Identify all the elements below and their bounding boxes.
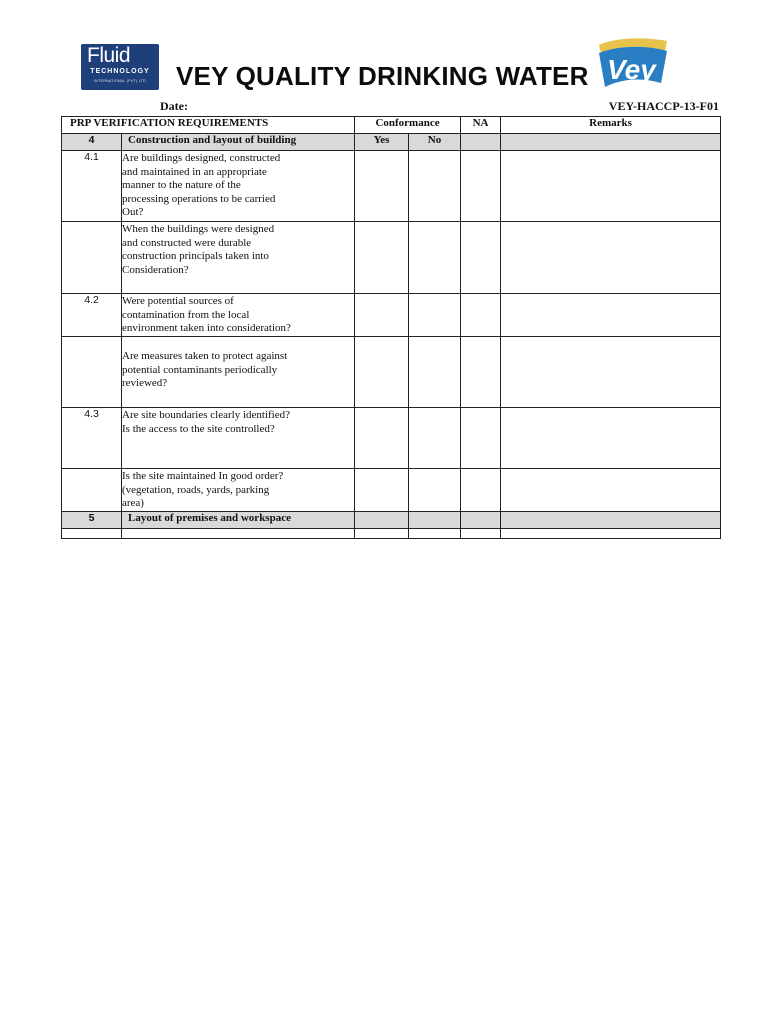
table-row [62,151,721,222]
remarks-field[interactable] [501,337,721,408]
na-checkbox-cell[interactable] [461,294,501,337]
na-checkbox-cell[interactable] [461,337,501,408]
yes-header: Yes [355,134,409,151]
table-row [62,222,721,294]
question-text [122,528,355,538]
remarks-field[interactable] [501,408,721,469]
yes-checkbox-cell[interactable] [355,222,409,294]
no-checkbox-cell[interactable] [409,294,461,337]
vey-logo [595,35,671,95]
item-number: 4.1 [62,151,122,222]
question-text: Is the site maintained In good order? (vegetation, roads, yards, parking area) [122,470,284,509]
section-number: 5 [62,511,122,528]
no-checkbox-cell[interactable] [409,222,461,294]
na-cell [461,511,501,528]
question-text: Are measures taken to protect against potential contaminants periodically reviewed? [122,350,288,389]
yes-checkbox-cell[interactable] [355,408,409,469]
document-title: VEY QUALITY DRINKING WATER [176,61,589,91]
vey-logo-text: Vey [607,54,656,85]
section-number: 4 [62,134,122,151]
table-row [62,337,721,408]
remarks-cell [501,134,721,151]
requirements-header: PRP VERIFICATION REQUIREMENTS [62,117,355,134]
item-number [62,222,122,294]
remarks-field[interactable] [501,222,721,294]
fluid-logo-tagline: INTERNATIONAL (PVT) LTD [94,79,146,83]
yes-checkbox-cell[interactable] [355,151,409,222]
na-checkbox-cell[interactable] [461,151,501,222]
remarks-field[interactable] [501,151,721,222]
document-code: VEY-HACCP-13-F01 [608,99,719,113]
fluid-logo-subtext: TECHNOLOGY [90,68,150,75]
question-text: Were potential sources of contamination from the local environment taken into consideration? [122,295,291,334]
na-checkbox-cell[interactable] [461,408,501,469]
item-number [62,469,122,512]
fluid-technology-logo [81,44,159,90]
remarks-field[interactable] [501,469,721,512]
yes-checkbox-cell[interactable] [355,469,409,512]
no-checkbox-cell[interactable] [409,408,461,469]
yes-checkbox-cell[interactable] [355,294,409,337]
question-text: Are site boundaries clearly identified? Is the access to the site controlled? [122,409,290,435]
item-number: 4.2 [62,294,122,337]
date-label: Date: [160,99,188,113]
table-header-row [62,117,721,134]
question-text: Are buildings designed, constructed and maintained in an appropriate manner to the nature of the processing operations to be carried Out? [122,152,281,218]
no-header: No [409,134,461,151]
prp-verification-table [61,116,721,539]
remarks-cell [501,511,721,528]
table-row [62,294,721,337]
na-header: NA [461,117,501,134]
yes-checkbox-cell[interactable] [355,528,409,538]
table-row [62,469,721,512]
no-checkbox-cell[interactable] [409,337,461,408]
no-checkbox-cell[interactable] [409,151,461,222]
section-title: Layout of premises and workspace [122,511,355,528]
section-title: Construction and layout of building [122,134,355,151]
na-checkbox-cell[interactable] [461,528,501,538]
yes-checkbox-cell[interactable] [355,337,409,408]
section-4-row [62,134,721,151]
item-number: 4.3 [62,408,122,469]
table-row [62,408,721,469]
table-row [62,528,721,538]
no-checkbox-cell[interactable] [409,528,461,538]
item-number [62,528,122,538]
remarks-header: Remarks [501,117,721,134]
remarks-field[interactable] [501,294,721,337]
na-checkbox-cell[interactable] [461,222,501,294]
yes-cell [355,511,409,528]
conformance-header: Conformance [355,117,461,134]
no-checkbox-cell[interactable] [409,469,461,512]
section-5-row [62,511,721,528]
no-cell [409,511,461,528]
question-text: When the buildings were designed and constructed were durable construction principals taken into Consideration? [122,223,275,276]
item-number [62,337,122,408]
remarks-field[interactable] [501,528,721,538]
na-checkbox-cell[interactable] [461,469,501,512]
fluid-logo-text: Fluid [87,44,131,67]
na-cell [461,134,501,151]
